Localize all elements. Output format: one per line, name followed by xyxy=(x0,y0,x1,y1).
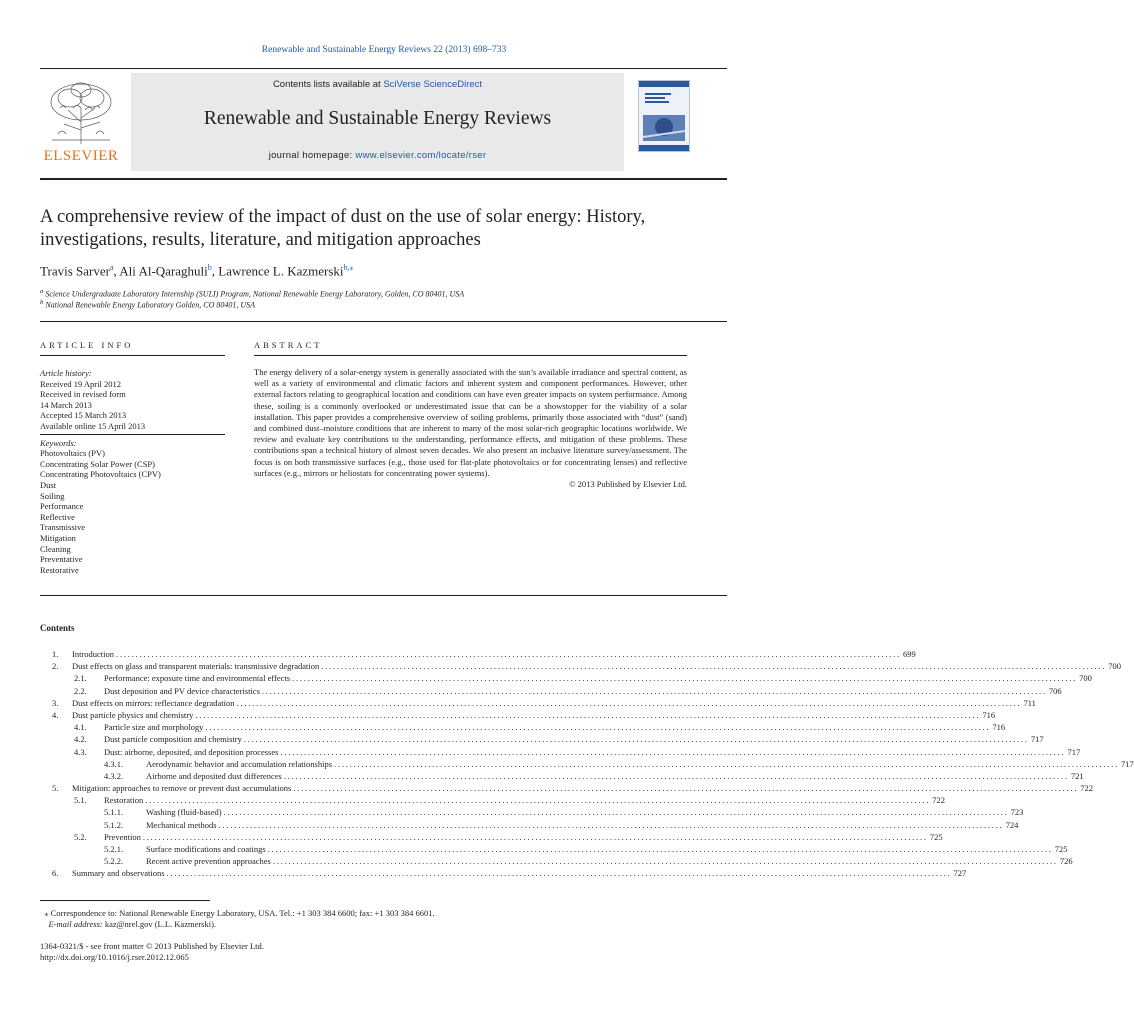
toc-number: 4.3.1. xyxy=(104,758,124,769)
toc-number: 2.1. xyxy=(74,673,87,684)
elsevier-tree-icon xyxy=(40,78,122,151)
journal-reference-link[interactable]: Renewable and Sustainable Energy Reviews 22 (2013) 698–733 xyxy=(261,45,507,55)
history-line: Available online 15 April 2013 xyxy=(40,420,146,431)
toc-page-number: 711 xyxy=(1023,697,1036,708)
footnote-mark: ⁎ xyxy=(44,908,49,918)
toc-number: 4.2. xyxy=(74,734,87,745)
keyword: Concentrating Photovoltaics (CPV) xyxy=(40,469,161,480)
toc-title: Mechanical methods xyxy=(146,819,217,830)
article-footer xyxy=(40,941,264,963)
toc-page-number: 727 xyxy=(953,868,967,879)
keyword: Preventative xyxy=(40,554,83,565)
toc-page-number: 716 xyxy=(982,709,996,720)
keyword: Performance xyxy=(40,501,84,512)
toc-leader-dots: ........................................................................................................................................................................................................ xyxy=(292,673,1078,684)
toc-leader-dots: ........................................................................................................................................................................................................ xyxy=(243,734,1029,745)
toc-page-number: 726 xyxy=(1059,856,1073,867)
toc-entry[interactable] xyxy=(40,782,1094,794)
keyword: Dust xyxy=(40,479,57,490)
copyright-notice: © 2013 Published by Elsevier Ltd. xyxy=(569,479,687,490)
abstract-body xyxy=(254,367,687,490)
toc-entry[interactable] xyxy=(40,819,1019,831)
sciencedirect-link[interactable]: SciVerse ScienceDirect xyxy=(383,79,483,90)
affiliation-mark: b xyxy=(40,299,44,306)
author-name: Ali Al-Qaraghuli xyxy=(119,263,208,279)
toc-number: 2. xyxy=(52,661,59,672)
toc-number: 5.1. xyxy=(74,795,87,806)
toc-title: Washing (fluid-based) xyxy=(146,807,222,818)
contents-available-line xyxy=(131,79,624,90)
toc-entry[interactable] xyxy=(40,648,916,660)
toc-leader-dots: ........................................................................................................................................................................................................ xyxy=(166,868,952,879)
affiliation-a xyxy=(40,288,464,299)
table-of-contents xyxy=(40,648,1134,880)
toc-entry[interactable] xyxy=(40,867,967,879)
toc-entry[interactable] xyxy=(40,697,1036,709)
keyword: Photovoltaics (PV) xyxy=(40,448,105,459)
toc-number: 1. xyxy=(52,649,59,659)
article-info-rule xyxy=(40,355,225,356)
affiliation-text: Science Undergraduate Laboratory Internship (SULI) Program, National Renewable Energy Laboratory, Golden, CO 80401, USA xyxy=(45,289,465,299)
toc-leader-dots: ........................................................................................................................................................................................................ xyxy=(116,649,902,659)
toc-leader-dots: ........................................................................................................................................................................................................ xyxy=(218,819,1004,830)
toc-title: Mitigation: approaches to remove or prevent dust accumulations xyxy=(72,783,292,794)
toc-number: 4.1. xyxy=(74,722,87,733)
abstract-bottom-rule xyxy=(40,595,727,596)
journal-cover-icon xyxy=(638,80,690,152)
homepage-prefix: journal homepage: xyxy=(268,150,356,161)
journal-homepage-line xyxy=(131,150,624,161)
contents-heading: Contents xyxy=(40,623,75,633)
toc-leader-dots: ........................................................................................................................................................................................................ xyxy=(334,758,1119,769)
author-separator: , xyxy=(113,263,120,279)
toc-entry[interactable] xyxy=(40,794,945,806)
author-name: Travis Sarver xyxy=(40,263,110,279)
toc-page-number: 706 xyxy=(1048,685,1062,696)
email-link[interactable]: kaz@nrel.gov (L.L. Kazmerski). xyxy=(104,919,217,929)
toc-page-number: 699 xyxy=(903,649,916,659)
toc-title: Dust effects on mirrors: reflectance degradation xyxy=(72,697,235,708)
affiliation-text: National Renewable Energy Laboratory Golden, CO 80401, USA xyxy=(45,300,256,310)
keyword: Transmissive xyxy=(40,522,86,533)
header-bottom-rule xyxy=(40,178,727,180)
toc-page-number: 722 xyxy=(1080,783,1094,794)
toc-page-number: 721 xyxy=(1070,770,1084,781)
toc-leader-dots: ........................................................................................................................................................................................................ xyxy=(280,746,1066,757)
email-label: E-mail address: xyxy=(48,919,103,929)
toc-leader-dots: ........................................................................................................................................................................................................ xyxy=(261,685,1047,696)
author-list xyxy=(40,263,354,279)
toc-page-number: 700 xyxy=(1108,661,1121,672)
toc-number: 6. xyxy=(52,868,59,879)
author-affiliation-mark[interactable]: b,⁎ xyxy=(343,263,354,272)
author-separator: , xyxy=(211,263,219,279)
toc-leader-dots: ........................................................................................................................................................................................................ xyxy=(272,856,1058,867)
keyword: Cleaning xyxy=(40,543,71,554)
footnote-rule xyxy=(40,900,210,901)
affiliation-b xyxy=(40,299,255,310)
affiliation-mark: a xyxy=(40,288,44,295)
keyword: Soiling xyxy=(40,490,65,501)
history-line: Received 19 April 2012 xyxy=(40,378,121,389)
toc-entry[interactable] xyxy=(40,685,1062,697)
toc-number: 5.2.1. xyxy=(104,844,124,854)
toc-entry[interactable] xyxy=(40,721,1006,733)
toc-page-number: 716 xyxy=(992,722,1006,733)
toc-entry[interactable] xyxy=(40,855,1073,867)
issn-line: 1364-0321/$ - see front matter © 2013 Published by Elsevier Ltd. xyxy=(40,941,264,951)
author-affiliation-mark[interactable]: b xyxy=(207,263,212,272)
toc-leader-dots: ........................................................................................................................................................................................................ xyxy=(145,795,931,806)
article-info-column xyxy=(40,368,225,575)
toc-number: 5.1.2. xyxy=(104,819,124,830)
toc-entry[interactable] xyxy=(40,831,943,843)
keyword: Reflective xyxy=(40,511,75,522)
homepage-link[interactable]: www.elsevier.com/locate/rser xyxy=(355,150,487,161)
abstract-rule xyxy=(254,355,687,356)
correspondence-footnote xyxy=(40,908,435,930)
keyword: Concentrating Solar Power (CSP) xyxy=(40,458,155,469)
journal-title: Renewable and Sustainable Energy Reviews xyxy=(203,108,552,129)
toc-page-number: 717 xyxy=(1067,746,1081,757)
toc-title: Performance: exposure time and environmental effects xyxy=(104,673,291,684)
toc-leader-dots: ........................................................................................................................................................................................................ xyxy=(283,770,1069,781)
toc-page-number: 725 xyxy=(1054,844,1068,854)
toc-entry[interactable] xyxy=(40,758,1134,770)
toc-page-number: 717 xyxy=(1030,734,1044,745)
history-line: Received in revised form xyxy=(40,389,126,400)
toc-page-number: 700 xyxy=(1079,673,1092,684)
toc-entry[interactable] xyxy=(40,709,996,721)
toc-entry[interactable] xyxy=(40,770,1084,782)
toc-leader-dots: ........................................................................................................................................................................................................ xyxy=(267,844,1053,854)
toc-leader-dots: ........................................................................................................................................................................................................ xyxy=(293,783,1079,794)
toc-page-number: 725 xyxy=(929,831,943,842)
toc-entry[interactable] xyxy=(40,843,1068,855)
toc-title: Restoration xyxy=(104,795,144,806)
abstract-heading: ABSTRACT xyxy=(254,340,323,350)
author-affiliation-mark[interactable]: a xyxy=(109,263,114,272)
toc-entry[interactable] xyxy=(40,806,1024,818)
toc-title: Aerodynamic behavior and accumulation relationships xyxy=(146,758,332,769)
toc-title: Surface modifications and coatings xyxy=(146,844,266,854)
toc-title: Dust effects on glass and transparent materials: transmissive degradation xyxy=(72,661,320,672)
doi-link[interactable]: http://dx.doi.org/10.1016/j.rser.2012.12.065 xyxy=(40,952,189,962)
abstract-text: The energy delivery of a solar-energy system is generally associated with the sun’s available irradiance and spectral content, as well as a variety of environmental and climatic factors and inherent system and component performances. However, other external factors relating to geographical location and conditions can have even greater impacts on system performance. Among these, soiling is a commonly overlooked or underestimated issue that can be a showstopper for the viability of a solar installation. This paper provides a comprehensive overview of soiling problems, primarily those associated with “dust” (sand) and combined dust–moisture conditions that are inherent to many of the most solar-rich geographic locations worldwide. We review and evaluate key contributions to the understanding, performance effects, and mitigation of these problems. These contributions span a technical history of almost seven decades. We also present an inclusive literature survey/assessment. The focus is on both transmissive surfaces (e.g., those used for flat-plate photovoltaics or for concentrating lenses) and reflective surfaces (e.g., mirrors or heliostats for concentrating power systems). xyxy=(254,367,687,478)
toc-leader-dots: ........................................................................................................................................................................................................ xyxy=(223,807,1009,818)
toc-number: 4.3. xyxy=(74,746,87,757)
toc-entry[interactable] xyxy=(40,672,1092,684)
toc-leader-dots: ........................................................................................................................................................................................................ xyxy=(205,722,991,733)
toc-page-number: 717 xyxy=(1121,758,1134,769)
history-line: Accepted 15 March 2013 xyxy=(40,410,127,421)
contents-prefix: Contents lists available at xyxy=(272,79,384,90)
toc-page-number: 722 xyxy=(932,795,945,806)
toc-title: Summary and observations xyxy=(72,868,165,879)
keyword: Restorative xyxy=(40,564,79,575)
toc-title: Particle size and morphology xyxy=(104,722,204,733)
toc-leader-dots: ........................................................................................................................................................................................................ xyxy=(321,661,1107,672)
toc-leader-dots: ........................................................................................................................................................................................................ xyxy=(236,697,1022,708)
toc-title: Introduction xyxy=(72,649,115,659)
info-divider xyxy=(40,434,225,435)
history-label: Article history: xyxy=(40,368,92,378)
keyword: Mitigation xyxy=(40,532,76,543)
toc-title: Recent active prevention approaches xyxy=(146,856,271,867)
toc-title: Prevention xyxy=(104,831,141,842)
toc-title: Airborne and deposited dust differences xyxy=(146,770,282,781)
toc-number: 5. xyxy=(52,783,59,794)
top-rule xyxy=(40,68,727,69)
toc-title: Dust particle physics and chemistry xyxy=(72,709,194,720)
keywords-label: Keywords: xyxy=(40,437,77,448)
author-name: Lawrence L. Kazmerski xyxy=(218,263,344,279)
toc-number: 5.1.1. xyxy=(104,807,124,818)
toc-leader-dots: ........................................................................................................................................................................................................ xyxy=(195,709,981,720)
article-title: A comprehensive review of the impact of dust on the use of solar energy: History, investigations, results, literature, and mitigation approaches xyxy=(40,207,646,250)
correspondence-text: Correspondence to: National Renewable Energy Laboratory, USA. Tel.: +1 303 384 6600; fax: +1 303 384 6601. xyxy=(50,908,435,918)
history-line: 14 March 2013 xyxy=(40,399,92,410)
toc-entry[interactable] xyxy=(40,660,1121,672)
toc-number: 5.2.2. xyxy=(104,856,124,867)
toc-page-number: 724 xyxy=(1005,819,1019,830)
affiliation-rule xyxy=(40,321,727,322)
toc-leader-dots: ........................................................................................................................................................................................................ xyxy=(142,831,928,842)
toc-title: Dust particle composition and chemistry xyxy=(104,734,242,745)
toc-number: 2.2. xyxy=(74,685,87,696)
toc-entry[interactable] xyxy=(40,746,1081,758)
toc-number: 4. xyxy=(52,709,59,720)
elsevier-wordmark: ELSEVIER xyxy=(43,148,119,164)
toc-entry[interactable] xyxy=(40,733,1044,745)
article-info-heading: ARTICLE INFO xyxy=(40,340,134,350)
toc-number: 4.3.2. xyxy=(104,770,124,781)
toc-number: 3. xyxy=(52,697,59,708)
toc-title: Dust: airborne, deposited, and deposition processes xyxy=(104,746,279,757)
toc-title: Dust deposition and PV device characteristics xyxy=(104,685,260,696)
toc-number: 5.2. xyxy=(74,831,87,842)
toc-page-number: 723 xyxy=(1010,807,1024,818)
